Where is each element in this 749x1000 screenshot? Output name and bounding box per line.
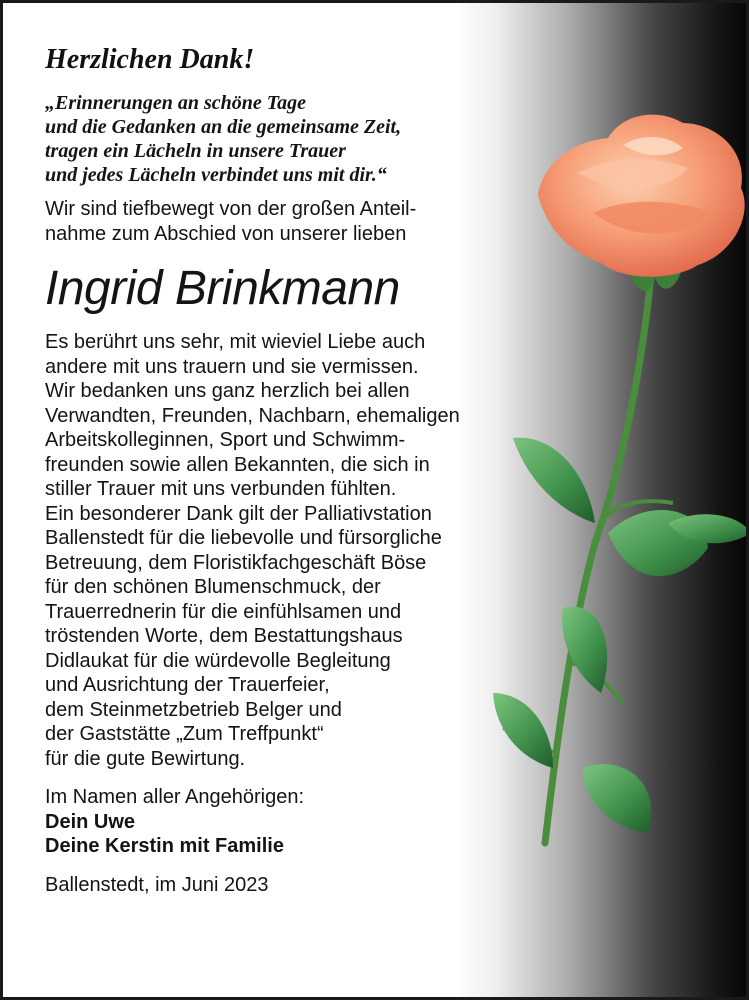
quote-line: und die Gedanken an die gemeinsame Zeit, — [45, 116, 402, 138]
body-line: für den schönen Blumenschmuck, der — [45, 576, 381, 598]
body-line: tröstenden Worte, dem Bestattungshaus — [45, 625, 403, 647]
body-line: stiller Trauer mit uns verbunden fühlten. — [45, 478, 397, 500]
body-line: Verwandten, Freunden, Nachbarn, ehemaligen — [45, 404, 460, 427]
body-line: der Gaststätte „Zum Treffpunkt“ — [45, 723, 324, 745]
body-line: Arbeitskolleginnen, Sport und Schwimm- — [45, 429, 406, 451]
signature-name: Deine Kerstin mit Familie — [45, 835, 284, 857]
intro-line: Wir sind tiefbewegt von der großen Anteil- — [45, 198, 417, 220]
body-line: dem Steinmetzbetrieb Belger und — [45, 698, 342, 721]
body-line: für die gute Bewirtung. — [45, 747, 246, 770]
deceased-name: Ingrid Brinkmann — [45, 262, 400, 315]
quote-block — [45, 91, 515, 187]
body-line: Ballenstedt für die liebevolle und fürsorgliche — [45, 527, 442, 549]
body-line: Betreuung, dem Floristikfachgeschäft Böse — [45, 551, 427, 574]
intro-text — [45, 197, 515, 246]
quote-line: tragen ein Lächeln in unsere Trauer — [45, 140, 346, 162]
body-line: Es berührt uns sehr, mit wieviel Liebe auch — [45, 331, 426, 353]
body-line: Wir bedanken uns ganz herzlich bei allen — [45, 380, 410, 402]
body-line: Trauerrednerin für die einfühlsamen und — [45, 600, 402, 623]
signature-name: Dein Uwe — [45, 810, 136, 833]
notice-heading: Herzlichen Dank! — [45, 44, 255, 75]
body-line: andere mit uns trauern und sie vermissen. — [45, 355, 419, 378]
quote-line: „Erinnerungen an schöne Tage — [45, 92, 306, 114]
body-line: Didlaukat für die würdevolle Begleitung — [45, 649, 391, 672]
signature-block — [45, 785, 515, 859]
quote-line: und jedes Lächeln verbindet uns mit dir.“ — [45, 164, 387, 186]
body-line: und Ausrichtung der Trauerfeier, — [45, 674, 330, 696]
body-text — [45, 330, 515, 771]
body-line: freunden sowie allen Bekannten, die sich in — [45, 453, 430, 476]
date-place: Ballenstedt, im Juni 2023 — [45, 873, 269, 896]
signature-intro: Im Namen aller Angehörigen: — [45, 786, 305, 808]
notice-text — [45, 43, 515, 897]
body-line: Ein besonderer Dank gilt der Palliativstation — [45, 502, 432, 525]
intro-line: nahme zum Abschied von unserer lieben — [45, 222, 407, 245]
